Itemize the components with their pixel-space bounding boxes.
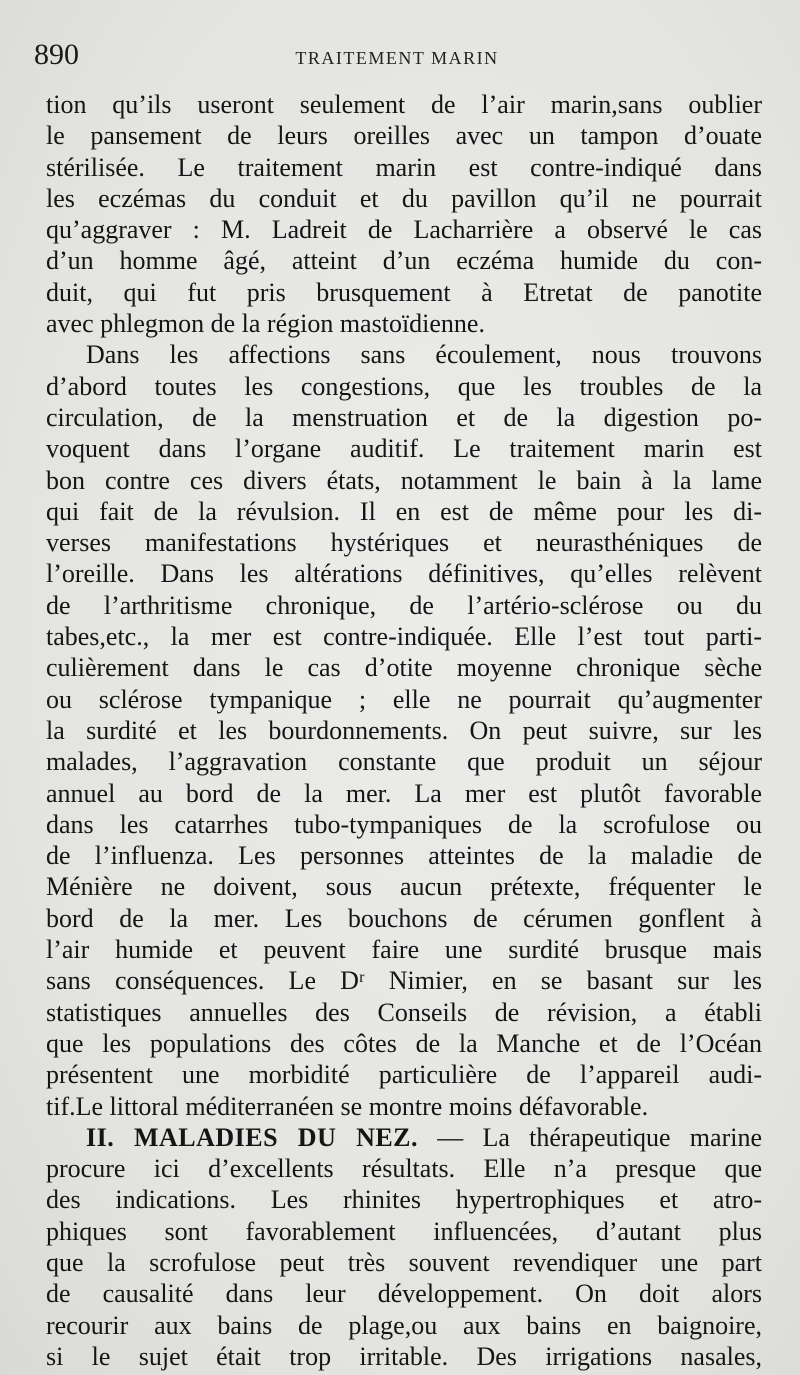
text-line: des indications. Les rhinites hypertrophiques et atro- xyxy=(46,1185,762,1215)
text-line: phiques sont favorablement influencées, d’autant plus xyxy=(46,1216,762,1246)
text-line: stérilisée. Le traitement marin est contre-indiqué dans xyxy=(46,152,762,182)
text-line: ou sclérose tympanique ; elle ne pourrait qu’augmenter xyxy=(46,684,762,714)
text-line: bon contre ces divers états, notamment le bain à la lame xyxy=(46,465,762,495)
text-line: que la scrofulose peut très souvent revendiquer une part xyxy=(46,1247,762,1277)
text-line: qui fait de la révulsion. Il en est de même pour les di- xyxy=(46,496,762,526)
text-line: dans les catarrhes tubo-tympaniques de la scrofulose ou xyxy=(46,809,762,839)
text-line: malades, l’aggravation constante que produit un séjour xyxy=(46,747,762,777)
text-line: sans conséquences. Le Dʳ Nimier, en se basant sur les xyxy=(46,966,762,996)
running-title: TRAITEMENT MARIN xyxy=(295,48,499,68)
text-line: l’oreille. Dans les altérations définitives, qu’elles relèvent xyxy=(46,559,762,589)
text-line: le pansement de leurs oreilles avec un tampon d’ouate xyxy=(46,121,762,151)
text-line: tion qu’ils useront seulement de l’air marin,sans oublier xyxy=(46,90,762,119)
page-number: 890 xyxy=(34,38,79,71)
text-line: bord de la mer. Les bouchons de cérumen gonflent à xyxy=(46,903,762,933)
running-head xyxy=(34,38,760,78)
text-line: qu’aggraver : M. Ladreit de Lacharrière a observé le cas xyxy=(46,215,762,245)
text-line: d’un homme âgé, atteint d’un eczéma humide du con- xyxy=(46,246,762,276)
text-line: les eczémas du conduit et du pavillon qu’il ne pourrait xyxy=(46,183,762,213)
text-line: circulation, de la menstruation et de la digestion po- xyxy=(46,402,762,432)
text-line: tif.Le littoral méditerranéen se montre moins défavorable. xyxy=(46,1091,649,1121)
text-line: si le sujet était trop irritable. Des irrigations nasales, xyxy=(46,1341,762,1371)
text-line: avec phlegmon de la région mastoïdienne. xyxy=(46,309,485,339)
text-line: de l’arthritisme chronique, de l’artério-sclérose ou du xyxy=(46,590,762,620)
text-line: culièrement dans le cas d’otite moyenne chronique sèche xyxy=(46,653,762,683)
text-line: d’abord toutes les congestions, que les troubles de la xyxy=(46,371,762,401)
text-line: recourir aux bains de plage,ou aux bains en baignoire, xyxy=(46,1310,762,1340)
text-line: statistiques annuelles des Conseils de révision, a établi xyxy=(46,997,762,1027)
text-line: que les populations des côtes de la Manche et de l’Océan xyxy=(46,1028,762,1058)
text-line: la surdité et les bourdonnements. On peut suivre, sur les xyxy=(46,715,762,745)
text-line: duit, qui fut pris brusquement à Etretat de panotite xyxy=(46,277,762,307)
text-line: tabes,etc., la mer est contre-indiquée. Elle l’est tout parti- xyxy=(46,622,762,652)
section-heading-continuation: — La thérapeutique marine xyxy=(437,1122,762,1152)
text-line: annuel au bord de la mer. La mer est plutôt favorable xyxy=(46,778,762,808)
section-heading: II. MALADIES DU NEZ. xyxy=(86,1122,419,1152)
text-line: de causalité dans leur développement. On doit alors xyxy=(46,1279,762,1309)
text-line: voquent dans l’organe auditif. Le traitement marin est xyxy=(46,434,762,464)
body-text xyxy=(46,89,762,1372)
text-line: verses manifestations hystériques et neurasthéniques de xyxy=(46,528,762,558)
text-line: Dans les affections sans écoulement, nous trouvons xyxy=(86,340,762,370)
text-line: procure ici d’excellents résultats. Elle n’a presque que xyxy=(46,1154,762,1184)
section-heading-line xyxy=(46,1122,762,1153)
text-line: Ménière ne doivent, sous aucun prétexte, fréquenter le xyxy=(46,872,762,902)
text-line: de l’influenza. Les personnes atteintes de la maladie de xyxy=(46,841,762,871)
text-line: l’air humide et peuvent faire une surdité brusque mais xyxy=(46,935,762,965)
text-line: présentent une morbidité particulière de l’appareil audi- xyxy=(46,1060,762,1090)
